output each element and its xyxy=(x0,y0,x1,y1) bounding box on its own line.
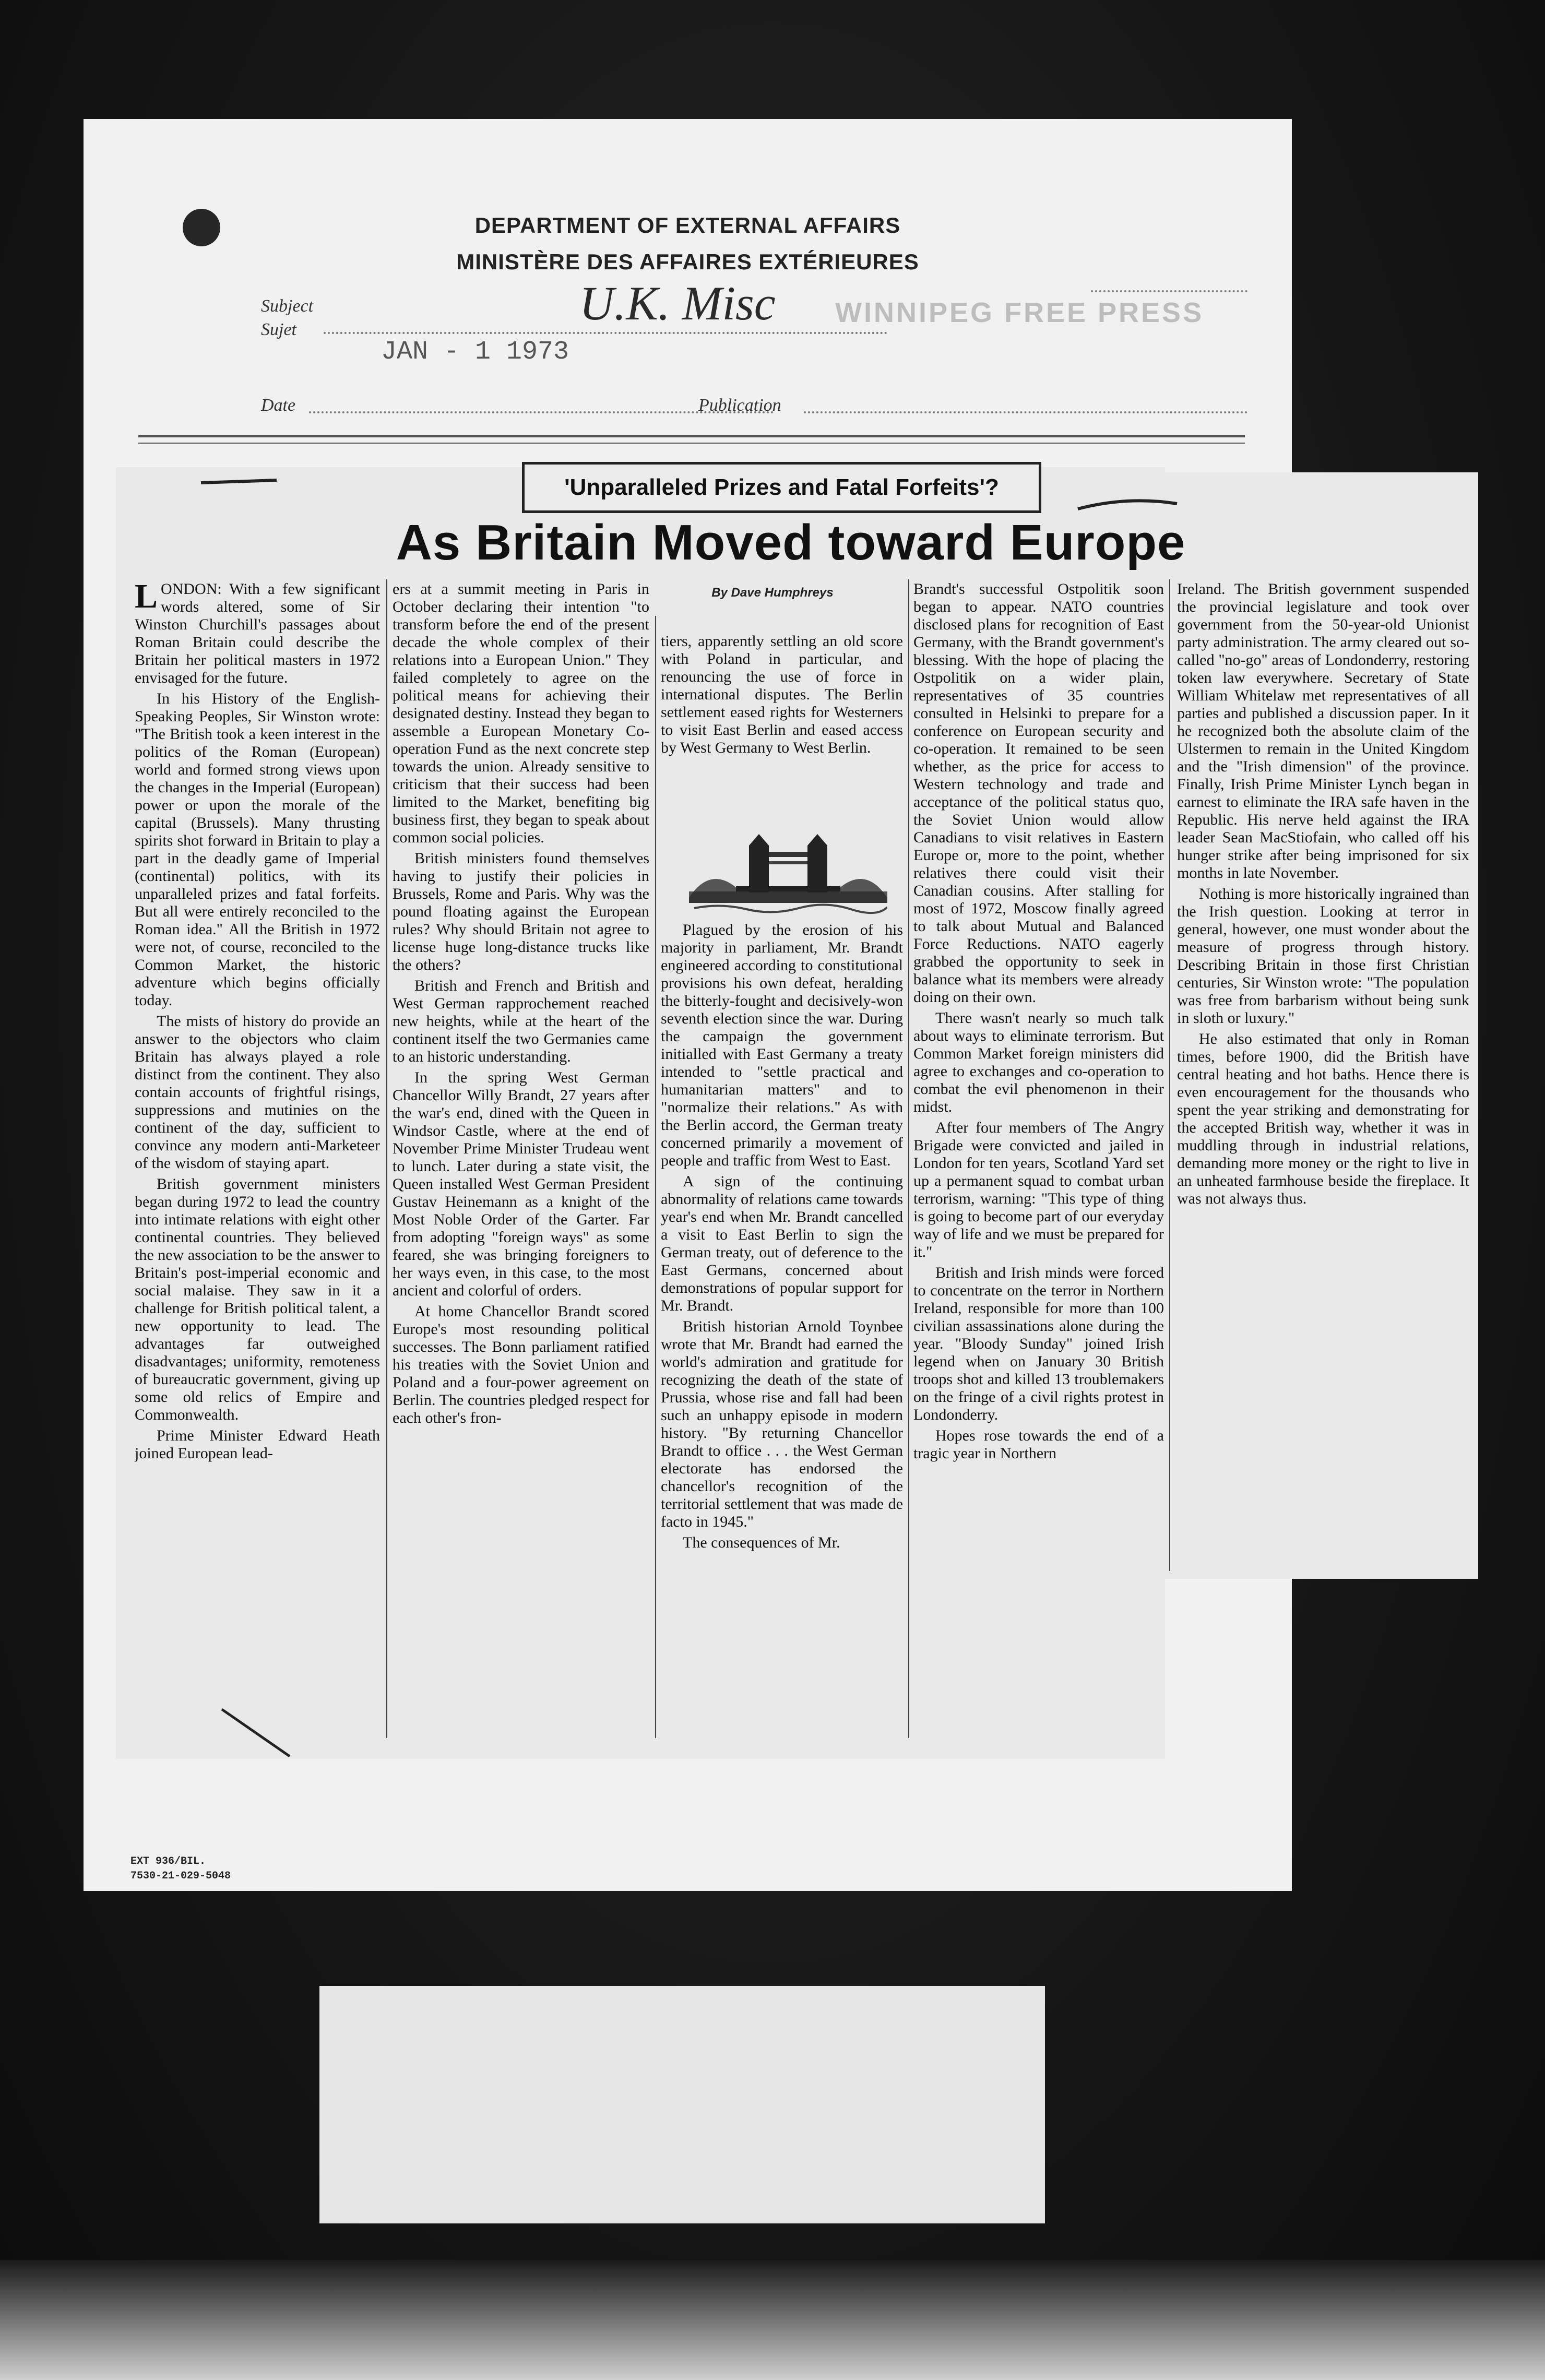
article-headline: As Britain Moved toward Europe xyxy=(396,515,1186,570)
subject-handwritten: U.K. Misc xyxy=(579,277,776,330)
pen-mark-right xyxy=(1075,493,1180,519)
col5-paragraph-2: Nothing is more historically ingrained than the Irish question. Looking at terror in general, however, one must wonder about the measure of progress through history. Describing Britain in those first Christian centuries, Sir Winston wrote: "The population was free from barbarism without being sunk in sloth or luxury." xyxy=(1177,885,1469,1027)
department-title-fr: MINISTÈRE DES AFFAIRES EXTÉRIEURES xyxy=(456,249,919,274)
date-stamp: JAN - 1 1973 xyxy=(381,337,569,367)
pen-mark-left xyxy=(198,470,282,491)
col1-paragraph-3: The mists of history do provide an answer to the objectors who claim Britain has always played a role distinct from the continent. They also contain accounts of frightful risings, suppressions and mutinies on the continent of the day, sufficient to convince any modern anti-Marketeer of the wisdom of staying apart. xyxy=(135,1013,380,1172)
col3-paragraph-2: Plagued by the erosion of his majority in parliament, Mr. Brandt engineered according to constitutional provisions his own defeat, heralding the bitterly-fought and decisively-won seventh election since the war. During the campaign the government initialled with East Germany a treaty intended to "settle practical and humanitarian matters" and to "normalize their relations." As with the Berlin accord, the German treaty concerned primarily a movement of people and traffic from West to East. xyxy=(661,921,903,1169)
article-column-3-top xyxy=(661,633,903,820)
publication-line xyxy=(804,411,1247,413)
column-rule-1 xyxy=(386,579,387,1738)
col4-paragraph-2: There wasn't nearly so much talk about ways to eliminate terrorism. But Common Market foreign ministers did agree to exchanges and co-operation to combat the evil phenomenon in their midst. xyxy=(913,1009,1164,1115)
date-label: Date xyxy=(261,396,296,415)
col5-paragraph-3: He also estimated that only in Roman times, before 1900, did the British have central heating and hot baths. Hence there is even encouragement for the thousands who spent the year striking and demonstrating for the accepted British way, whether it was in muddling through in industrial relations, demanding more money or the right to live in an unheated farmhouse beside the fireplace. It was not always thus. xyxy=(1177,1030,1469,1207)
article-kicker: 'Unparalleled Prizes and Fatal Forfeits'? xyxy=(522,462,1041,513)
col4-paragraph-4: British and Irish minds were forced to concentrate on the terror in Northern Ireland, responsible for more than 100 civilian assassinations alone during the year. "Bloody Sunday" joined Irish legend when on January 30 British troops shot and killed 13 troublemakers on the fringe of a civil rights protest in Londonderry. xyxy=(913,1264,1164,1423)
form-code-line-2: 7530-21-029-5048 xyxy=(130,1870,231,1882)
article-byline: By Dave Humphreys xyxy=(711,586,834,600)
drop-cap: L xyxy=(135,580,158,615)
tower-bridge-illustration xyxy=(689,830,887,919)
article-column-4 xyxy=(913,580,1164,1736)
subject-label: Subject xyxy=(261,296,314,316)
subject-line-right xyxy=(1091,290,1247,292)
blank-card xyxy=(319,1986,1045,2223)
publication-label: Publication xyxy=(698,396,781,415)
col3-paragraph-5: The consequences of Mr. xyxy=(683,1534,840,1551)
form-code-line-1: EXT 936/BIL. xyxy=(130,1855,206,1867)
col4-paragraph-3: After four members of The Angry Brigade were convicted and jailed in London for ten years, Scotland Yard set up a permanent squad to combat urban terrorism, warning: "This type of thing is going to become part of our everyday way of life and we must be prepared for it." xyxy=(913,1119,1164,1260)
sujet-label: Sujet xyxy=(261,320,296,339)
col2-paragraph-1: ers at a summit meeting in Paris in October declaring their intention "to transform before the end of the present decade the whole complex of their relations into a European Union." They failed completely to agree on the political means for achieving their designated destiny. Instead they began to assemble a European Monetary Co-operation Fund as the next concrete step towards the union. Already sensitive to criticism that their success had been limited to the Market, benefiting big business first, they began to speak about common social policies. xyxy=(393,580,649,846)
col2-paragraph-4: In the spring West German Chancellor Willy Brandt, 27 years after the war's end, dined with the Queen in Windsor Castle, where at the end of November Prime Minister Trudeau went to lunch. Later during a state visit, the Queen installed West German President Gustav Heinemann as a knight of the Most Noble Order of the Garter. Far from adopting "foreign ways" as some feared, she was bringing foreigners to her ways even, in this case, to the most ancient and colorful of orders. xyxy=(393,1069,649,1299)
col2-paragraph-2: British ministers found themselves having to justify their policies in Brussels, Rome and Paris. Why was the pound floating against the European rules? Why should Britain not agree to license huge long-distance trucks like the others? xyxy=(393,850,649,973)
article-column-3 xyxy=(661,921,903,1738)
col3-paragraph-3: A sign of the continuing abnormality of relations came towards year's end when Mr. Brandt cancelled a visit to East Berlin to sign the German treaty, out of deference to the East Germans, concerned about demonstrations of popular support for Mr. Brandt. xyxy=(661,1173,903,1314)
form-code xyxy=(130,1854,231,1884)
department-title-en: DEPARTMENT OF EXTERNAL AFFAIRS xyxy=(474,213,901,237)
form-rule-1 xyxy=(138,435,1245,437)
film-edge-gradient xyxy=(0,2260,1545,2380)
col3-paragraph-4: British historian Arnold Toynbee wrote that Mr. Brandt had earned the world's admiration and gratitude for recognizing the death of the state of Prussia, whose rise and fall had been such an unhappy episode in modern history. "By returning Chancellor Brandt to office . . . the West German electorate has endorsed the chancellor's recognition of the territorial settlement that was made de facto in 1945." xyxy=(661,1318,903,1530)
column-rule-3 xyxy=(908,579,909,1738)
article-column-5 xyxy=(1177,580,1469,1572)
col1-paragraph-1-text: ONDON: With a few significant words altered, some of Sir Winston Churchill's passages about Roman Britain could describe the Britain her political masters in 1972 envisaged for the future. xyxy=(135,580,380,686)
form-rule-2 xyxy=(138,443,1245,444)
article-column-2 xyxy=(393,580,649,1736)
column-rule-2 xyxy=(655,616,656,1738)
col2-paragraph-5: At home Chancellor Brandt scored Europe's most resounding political successes. The Bonn parliament ratified his treaties with the Soviet Union and Poland and a four-power agreement on Berlin. The countries pledged respect for each other's fron- xyxy=(393,1303,649,1426)
article-column-1 xyxy=(135,580,380,1736)
col1-paragraph-5: Prime Minister Edward Heath joined European lead- xyxy=(135,1427,380,1462)
col1-paragraph-1 xyxy=(135,580,380,687)
col5-paragraph-1: Ireland. The British government suspended the provincial legislature and took over government from the 50-year-old Unionist party administration. The army cleared out so-called "no-go" areas of Londonderry, restoring token law everywhere. Secretary of State William Whitelaw met representatives of all parties and published a discussion paper. In it he recognized both the absolute claim of the Ulstermen to remain in the United Kingdom and the "Irish dimension" of the province. Finally, Irish Prime Minister Lynch began in earnest to eliminate the IRA safe haven in the Republic. His nerve held against the IRA leader Sean MacStiofain, who called off his hunger strike after being imprisoned for six months in late November. xyxy=(1177,580,1469,882)
pen-mark-bottom xyxy=(217,1704,295,1762)
col2-paragraph-3: British and French and British and West German rapprochement reached new heights, while at the heart of the continent itself the two Germanies came to an historic understanding. xyxy=(393,977,649,1065)
col4-paragraph-1: Brandt's successful Ostpolitik soon began to appear. NATO countries disclosed plans for recognition of East Germany, with the Brandt government's blessing. With the hope of placing the Ostpolitik on a wider plain, representatives of 35 countries consulted in Helsinki to prepare for a conference on European security and co-operation. It remained to be seen whether, as the price for access to Western technology and trade and acceptance of the political status quo, the Soviet Union would allow Canadians to visit relatives in Eastern Europe or, more to the point, whether relatives there could visit their Canadian cousins. After stalling for most of 1972, Moscow finally agreed to talk about Mutual and Balanced Force Reductions. NATO eagerly grabbed the opportunity to seek in balance what its members were already doing on their own. xyxy=(913,580,1164,1006)
col3-paragraph-1: tiers, apparently settling an old score with Poland in particular, and renouncing the use of force in international disputes. The Berlin settlement eased rights for Westerners to visit East Berlin and eased access by West Germany to West Berlin. xyxy=(661,633,903,756)
publication-stamp: WINNIPEG FREE PRESS xyxy=(835,297,1204,328)
col1-paragraph-4: British government ministers began during 1972 to lead the country into intimate relations with eight other continental countries. They believed the new association to be the answer to Britain's post-imperial economic and social malaise. They saw in it a challenge for British political talent, a new opportunity to lead. The advantages far outweighed disadvantages; uniformity, remoteness of bureaucratic government, giving up some old relics of Empire and Commonwealth. xyxy=(135,1175,380,1423)
subject-line xyxy=(324,332,887,334)
col1-paragraph-2: In his History of the English-Speaking Peoples, Sir Winston wrote: "The British took a keen interest in the politics of the Roman (European) world and formed strong views upon the changes in the Imperial (European) power or upon the morale of the capital (Brussels). Many thrusting spirits shot forward in Britain to play a part in the deadly game of Imperial (continental) politics, with its unparalleled prizes and fatal forfeits. But all were entirely reconciled to the Roman idea." All the British in 1972 were not, of course, reconciled to the Common Market, the historic adventure which begins officially today. xyxy=(135,690,380,1009)
column-rule-4 xyxy=(1169,579,1170,1571)
col4-paragraph-5: Hopes rose towards the end of a tragic year in Northern xyxy=(913,1427,1164,1462)
